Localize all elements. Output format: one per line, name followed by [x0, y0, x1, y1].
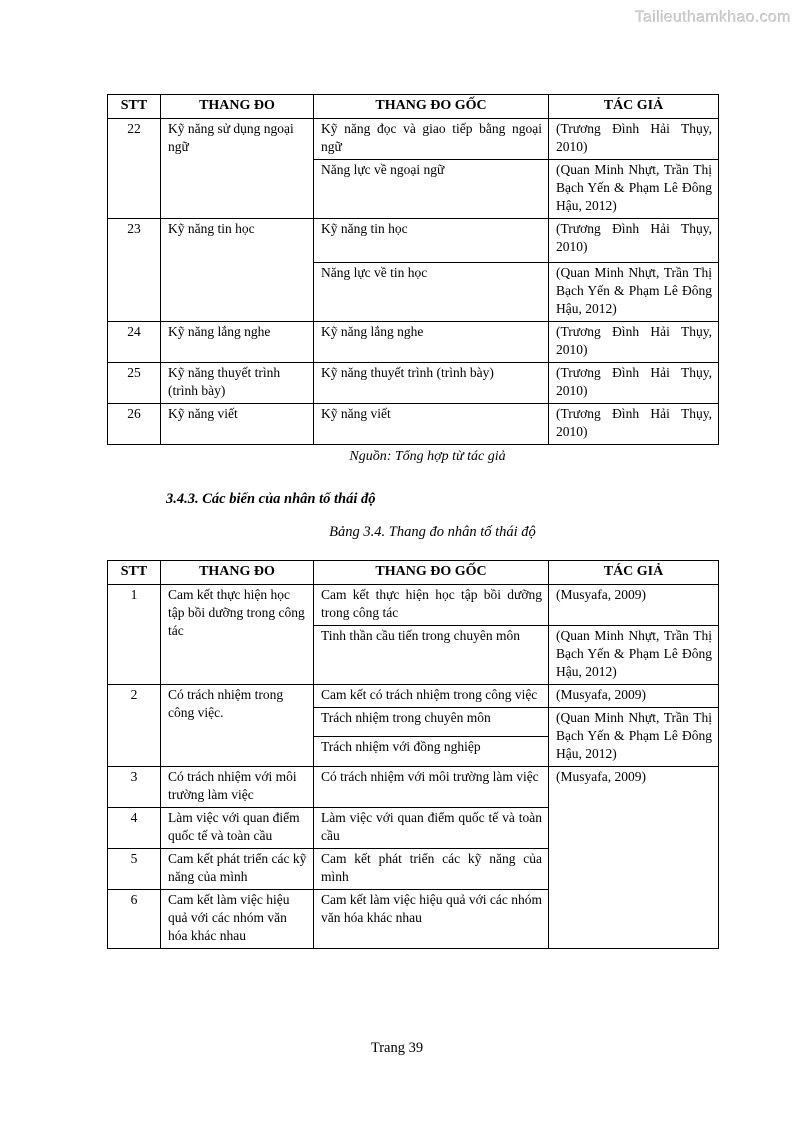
- cell-tac-gia: (Quan Minh Nhựt, Trần Thị Bạch Yến & Phạm Lê Đông Hậu, 2012): [549, 626, 719, 685]
- cell-thang-do-goc: Có trách nhiệm với môi trường làm việc: [314, 767, 549, 808]
- cell-tac-gia: (Musyafa, 2009): [549, 767, 719, 949]
- cell-thang-do: Cam kết phát triển các kỹ năng của mình: [161, 849, 314, 890]
- table1-header-row: [108, 95, 719, 119]
- cell-stt: 3: [108, 767, 161, 808]
- cell-stt: 24: [108, 322, 161, 363]
- cell-tac-gia: (Quan Minh Nhựt, Trần Thị Bạch Yến & Phạm Lê Đông Hậu, 2012): [549, 160, 719, 219]
- cell-tac-gia: (Trương Đình Hải Thụy, 2010): [549, 404, 719, 445]
- page-number: Trang 39: [370, 1040, 424, 1056]
- table2-header-tac-gia: TÁC GIẢ: [549, 561, 719, 585]
- table2-caption: Bảng 3.4. Thang đo nhân tố thái độ: [329, 524, 536, 540]
- table-row: [108, 219, 719, 263]
- cell-thang-do: Kỹ năng tin học: [161, 219, 314, 322]
- cell-thang-do-goc: Tinh thần cầu tiến trong chuyên môn: [314, 626, 549, 685]
- cell-thang-do-goc: Năng lực về ngoại ngữ: [314, 160, 549, 219]
- cell-thang-do-goc: Kỹ năng tin học: [314, 219, 549, 263]
- cell-thang-do-goc: Kỹ năng lắng nghe: [314, 322, 549, 363]
- table-row: [108, 767, 719, 808]
- cell-tac-gia: (Trương Đình Hải Thụy, 2010): [549, 322, 719, 363]
- cell-stt: 25: [108, 363, 161, 404]
- cell-thang-do-goc: Trách nhiệm với đồng nghiệp: [314, 737, 549, 767]
- cell-thang-do-goc: Cam kết có trách nhiệm trong công việc: [314, 685, 549, 708]
- table1-source-note: Nguồn: Tổng hợp từ tác giả: [349, 449, 506, 464]
- cell-thang-do: Kỹ năng sử dụng ngoại ngữ: [161, 119, 314, 219]
- page-content: [107, 94, 718, 949]
- cell-thang-do: Có trách nhiệm trong công việc.: [161, 685, 314, 767]
- table1-header-thang-do: THANG ĐO: [161, 95, 314, 119]
- cell-thang-do: Kỹ năng viết: [161, 404, 314, 445]
- table1-header-tac-gia: TÁC GIẢ: [549, 95, 719, 119]
- cell-tac-gia: (Trương Đình Hải Thụy, 2010): [549, 363, 719, 404]
- cell-thang-do: Cam kết thực hiện học tập bồi dưỡng trong công tác: [161, 585, 314, 685]
- cell-thang-do-goc: Kỹ năng đọc và giao tiếp bằng ngoại ngữ: [314, 119, 549, 160]
- cell-tac-gia: (Quan Minh Nhựt, Trần Thị Bạch Yến & Phạm Lê Đông Hậu, 2012): [549, 708, 719, 767]
- table2-header-row: [108, 561, 719, 585]
- cell-stt: 4: [108, 808, 161, 849]
- cell-thang-do-goc: Kỹ năng thuyết trình (trình bày): [314, 363, 549, 404]
- table-row: [108, 404, 719, 445]
- cell-thang-do: Kỹ năng thuyết trình (trình bày): [161, 363, 314, 404]
- cell-tac-gia: (Musyafa, 2009): [549, 685, 719, 708]
- table1-header-thang-do-goc: THANG ĐO GỐC: [314, 95, 549, 119]
- attitude-scale-table: [107, 560, 719, 949]
- cell-stt: 26: [108, 404, 161, 445]
- section-heading: 3.4.3. Các biến của nhân tố thái độ: [166, 491, 376, 507]
- cell-tac-gia: (Quan Minh Nhựt, Trần Thị Bạch Yến & Phạm Lê Đông Hậu, 2012): [549, 263, 719, 322]
- table-row: [108, 322, 719, 363]
- cell-stt: 6: [108, 890, 161, 949]
- cell-thang-do: Có trách nhiệm với môi trường làm việc: [161, 767, 314, 808]
- cell-stt: 22: [108, 119, 161, 219]
- table-row: [108, 363, 719, 404]
- cell-thang-do-goc: Cam kết thực hiện học tập bồi dưỡng trong công tác: [314, 585, 549, 626]
- cell-thang-do: Cam kết làm việc hiệu quả với các nhóm văn hóa khác nhau: [161, 890, 314, 949]
- cell-tac-gia: (Trương Đình Hải Thụy, 2010): [549, 119, 719, 160]
- cell-thang-do-goc: Cam kết làm việc hiệu quả với các nhóm văn hóa khác nhau: [314, 890, 549, 949]
- cell-tac-gia: (Trương Đình Hải Thụy, 2010): [549, 219, 719, 263]
- skills-scale-table: [107, 94, 719, 445]
- cell-thang-do: Kỹ năng lắng nghe: [161, 322, 314, 363]
- cell-stt: 1: [108, 585, 161, 685]
- cell-thang-do-goc: Trách nhiệm trong chuyên môn: [314, 708, 549, 737]
- table1-header-stt: STT: [108, 95, 161, 119]
- cell-thang-do: Làm việc với quan điểm quốc tế và toàn cầu: [161, 808, 314, 849]
- cell-stt: 5: [108, 849, 161, 890]
- table-row: [108, 119, 719, 160]
- cell-stt: 2: [108, 685, 161, 767]
- table2-header-stt: STT: [108, 561, 161, 585]
- table2-header-thang-do-goc: THANG ĐO GỐC: [314, 561, 549, 585]
- cell-thang-do-goc: Cam kết phát triển các kỹ năng của mình: [314, 849, 549, 890]
- table-row: [108, 585, 719, 626]
- cell-thang-do-goc: Kỹ năng viết: [314, 404, 549, 445]
- table2-wrap: [107, 560, 718, 949]
- cell-thang-do-goc: Làm việc với quan điểm quốc tế và toàn cầu: [314, 808, 549, 849]
- table2-header-thang-do: THANG ĐO: [161, 561, 314, 585]
- cell-stt: 23: [108, 219, 161, 322]
- cell-tac-gia: (Musyafa, 2009): [549, 585, 719, 626]
- cell-thang-do-goc: Năng lực về tin học: [314, 263, 549, 322]
- table-row: [108, 685, 719, 708]
- site-watermark: Tailieuthamkhao.com: [635, 9, 791, 26]
